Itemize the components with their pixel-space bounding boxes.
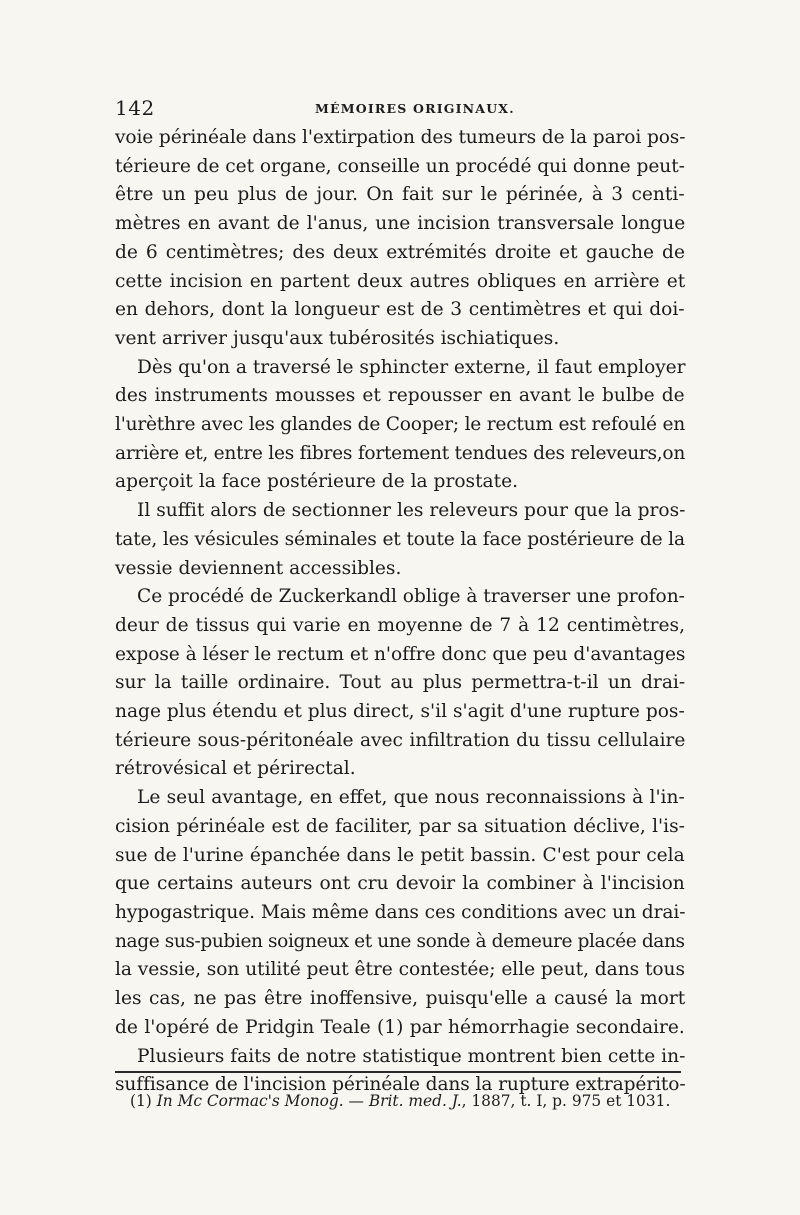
body-text: [115, 124, 685, 1100]
text-line: arrière et, entre les fibres fortement tendues des releveurs,on: [115, 442, 686, 464]
footnote-source-1: In Mc Cormac's Monog.: [156, 1092, 344, 1110]
text-line: hypogastrique. Mais même dans ces conditions avec un drai-: [115, 901, 686, 923]
text-line: Il suffit alors de sectionner les releveurs pour que la pros-: [137, 500, 686, 522]
text-line: térieure de cet organe, conseille un procédé qui donne peut-: [115, 155, 685, 177]
text-line: vent arriver jusqu'aux tubérosités ischiatiques.: [115, 327, 560, 349]
footnote: [130, 1092, 682, 1110]
text-line: cette incision en partent deux autres obliques en arrière et: [115, 270, 686, 292]
text-line: aperçoit la face postérieure de la prostate.: [115, 471, 519, 493]
text-line: cision périnéale est de faciliter, par sa situation déclive, l'is-: [115, 815, 685, 837]
page-number: 142: [115, 96, 155, 120]
text-line: sur la taille ordinaire. Tout au plus permettra-t-il un drai-: [115, 672, 686, 694]
text-line: Le seul avantage, en effet, que nous reconnaissions à l'in-: [137, 787, 685, 809]
text-line: sue de l'urine épanchée dans le petit bassin. C'est pour cela: [115, 844, 685, 866]
text-line: mètres en avant de l'anus, une incision transversale longue: [115, 213, 686, 235]
footnote-rule: [115, 1071, 681, 1073]
footnote-source-2: Brit. med. J.: [368, 1092, 462, 1110]
text-line: que certains auteurs ont cru devoir la combiner à l'incision: [115, 873, 685, 895]
text-line: tate, les vésicules séminales et toute la face postérieure de la: [115, 528, 685, 550]
text-line: deur de tissus qui varie en moyenne de 7 à 12 centimètres,: [115, 614, 685, 636]
text-line: les cas, ne pas être inoffensive, puisqu'elle a causé la mort: [115, 988, 686, 1010]
text-line: suffisance de l'incision périnéale dans la rupture extrapérito-: [115, 1074, 686, 1096]
text-line: rétrovésical et périrectal.: [115, 758, 356, 780]
text-line: nage sus-pubien soigneux et une sonde à demeure placée dans: [115, 930, 685, 952]
text-line: de 6 centimètres; des deux extrémités droite et gauche de: [115, 241, 685, 263]
text-line: voie périnéale dans l'extirpation des tumeurs de la paroi pos-: [115, 127, 686, 148]
text-line: des instruments mousses et repousser en avant le bulbe de: [115, 385, 685, 407]
text-line: nage plus étendu et plus direct, s'il s'agit d'une rupture pos-: [115, 701, 685, 723]
text-line: vessie deviennent accessibles.: [115, 557, 402, 579]
text-line: être un peu plus de jour. On fait sur le périnée, à 3 centi-: [115, 184, 685, 206]
text-line: térieure sous-péritonéale avec infiltration du tissu cellulaire: [115, 729, 686, 751]
text-line: de l'opéré de Pridgin Teale (1) par hémorrhagie secondaire.: [115, 1016, 685, 1038]
footnote-dash: —: [348, 1092, 364, 1110]
running-head: [115, 96, 685, 126]
footnote-marker: (1): [130, 1092, 152, 1110]
text-line: l'urèthre avec les glandes de Cooper; le rectum est refoulé en: [115, 414, 686, 436]
running-title: MÉMOIRES ORIGINAUX.: [315, 101, 515, 116]
text-line: la vessie, son utilité peut être contestée; elle peut, dans tous: [115, 959, 685, 981]
text-line: expose à léser le rectum et n'offre donc que peu d'avantages: [115, 643, 686, 665]
page: [115, 96, 685, 1100]
text-line: Plusieurs faits de notre statistique montrent bien cette in-: [137, 1045, 686, 1067]
text-line: Ce procédé de Zuckerkandl oblige à traverser une profon-: [137, 586, 685, 608]
text-line: Dès qu'on a traversé le sphincter externe, il faut employer: [137, 356, 686, 378]
footnote-details: , 1887, t. I, p. 975 et 1031.: [461, 1092, 671, 1110]
text-line: en dehors, dont la longueur est de 3 centimètres et qui doi-: [115, 299, 685, 321]
